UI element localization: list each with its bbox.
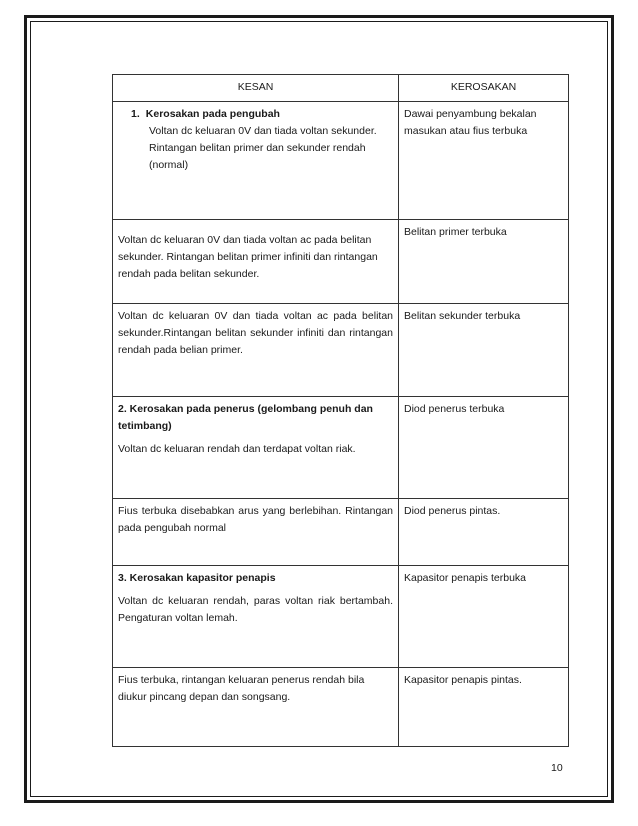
kesan-text: Voltan dc keluaran rendah, paras voltan riak bertambah. Pengaturan voltan lemah. — [118, 595, 393, 624]
kesan-cell — [113, 220, 399, 304]
section-number: 1. — [131, 108, 140, 120]
kesan-cell — [113, 397, 399, 499]
kesan-cell: Fius terbuka, rintangan keluaran penerus rendah bila diukur pincang depan dan songsang. — [113, 668, 399, 747]
section-title: 2. Kerosakan pada penerus (gelombang penuh dan tetimbang) — [118, 403, 373, 432]
kerosakan-cell: Belitan primer terbuka — [399, 220, 569, 304]
kerosakan-cell: Kapasitor penapis pintas. — [399, 668, 569, 747]
kesan-cell: Voltan dc keluaran 0V dan tiada voltan ac pada belitan sekunder.Rintangan belitan sekunder infiniti dan rintangan rendah pada belian primer. — [113, 304, 399, 397]
kesan-cell — [113, 102, 399, 220]
section-title — [131, 106, 393, 123]
kerosakan-cell: Diod penerus terbuka — [399, 397, 569, 499]
kerosakan-cell: Belitan sekunder terbuka — [399, 304, 569, 397]
kerosakan-cell: Kapasitor penapis terbuka — [399, 566, 569, 668]
table-row — [113, 499, 569, 566]
table-row — [113, 220, 569, 304]
table-header-row — [113, 75, 569, 102]
table-row — [113, 566, 569, 668]
kesan-text: Voltan dc keluaran rendah dan terdapat voltan riak. — [118, 443, 356, 455]
kesan-text: Voltan dc keluaran 0V dan tiada voltan ac pada belitan sekunder. Rintangan belitan primer infiniti dan rintangan rendah pada belitan sekunder. — [118, 234, 378, 280]
page-number: 10 — [551, 762, 563, 774]
header-kerosakan: KEROSAKAN — [399, 75, 569, 102]
kesan-cell — [113, 566, 399, 668]
kesan-text: Voltan dc keluaran 0V dan tiada voltan sekunder. Rintangan belitan primer dan sekunder rendah (normal) — [149, 125, 377, 171]
kerosakan-cell: Diod penerus pintas. — [399, 499, 569, 566]
table-row — [113, 304, 569, 397]
header-kesan: KESAN — [113, 75, 399, 102]
table-row — [113, 397, 569, 499]
table-row — [113, 668, 569, 747]
section-title-text: Kerosakan pada pengubah — [145, 108, 280, 120]
section-title: 3. Kerosakan kapasitor penapis — [118, 572, 276, 584]
kerosakan-cell: Dawai penyambung bekalan masukan atau fius terbuka — [399, 102, 569, 220]
fault-table — [112, 74, 569, 747]
table-row — [113, 102, 569, 220]
kesan-cell: Fius terbuka disebabkan arus yang berlebihan. Rintangan pada pengubah normal — [113, 499, 399, 566]
